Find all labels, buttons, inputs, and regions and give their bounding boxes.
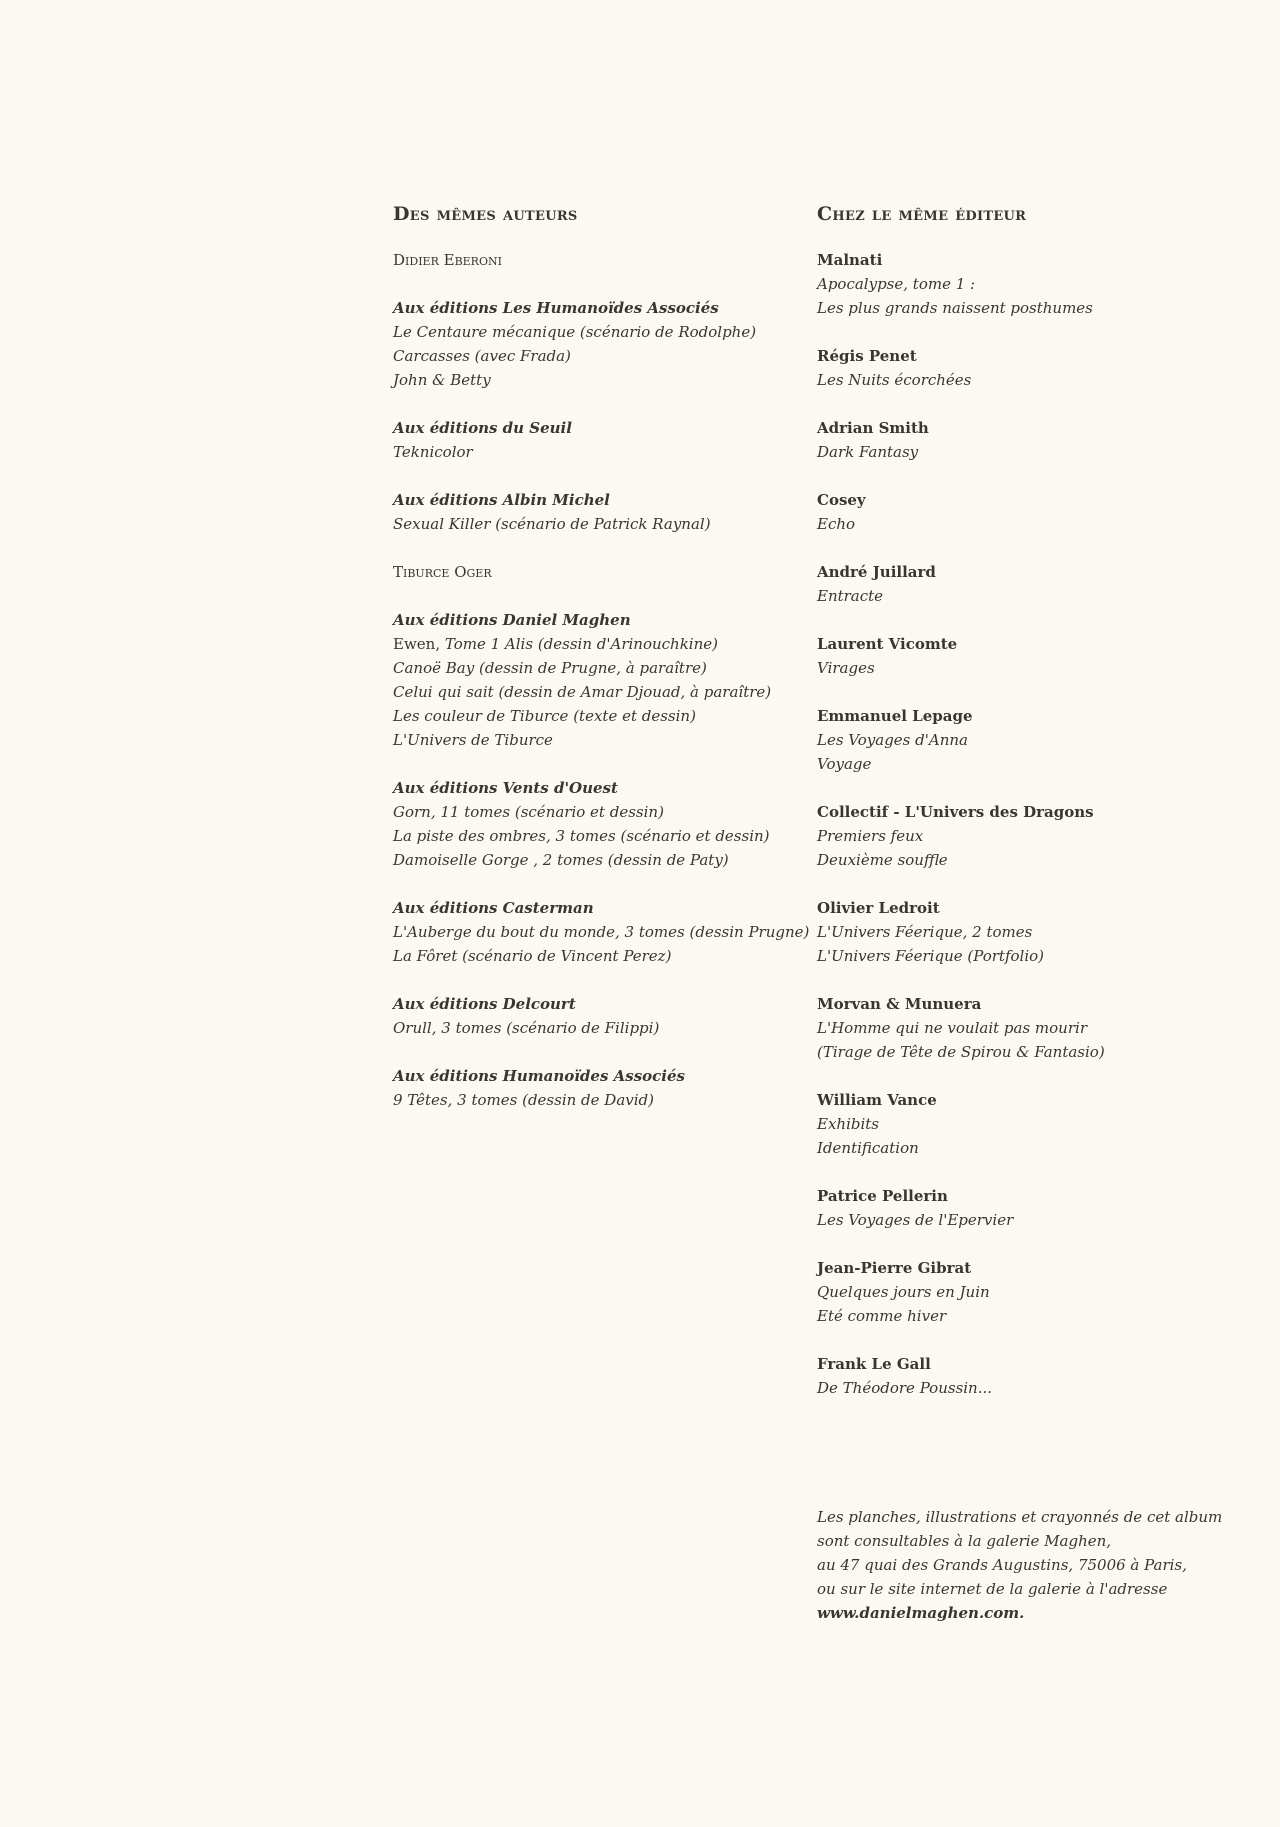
author-name: Didier Eberoni <box>393 251 502 269</box>
catalog-title: Quelques jours en Juin <box>817 1283 990 1301</box>
catalog-entry <box>817 1184 1237 1232</box>
catalog-author: André Juillard <box>817 563 936 581</box>
catalog-author: Collectif - L'Univers des Dragons <box>817 803 1094 821</box>
series-name: Ewen, <box>393 635 445 653</box>
book-title: La piste des ombres, 3 tomes (scénario et dessin) <box>393 827 770 845</box>
catalog-title: Exhibits <box>817 1115 879 1133</box>
gallery-note <box>817 1505 1237 1625</box>
publisher-label: Aux éditions Daniel Maghen <box>393 611 631 629</box>
catalog-title: Premiers feux <box>817 827 924 845</box>
catalog-title: L'Univers Féerique (Portfolio) <box>817 947 1045 965</box>
same-publisher-column <box>817 200 1237 1424</box>
author-name: Tiburce Oger <box>393 563 492 581</box>
catalog-author: Patrice Pellerin <box>817 1187 948 1205</box>
catalog-author: Cosey <box>817 491 866 509</box>
catalog-title: Entracte <box>817 587 884 605</box>
publisher-label: Aux éditions Albin Michel <box>393 491 610 509</box>
catalog-title: Eté comme hiver <box>817 1307 947 1325</box>
catalog-author: Emmanuel Lepage <box>817 707 973 725</box>
book-title: Le Centaure mécanique (scénario de Rodolphe) <box>393 323 757 341</box>
catalog-title: Apocalypse, tome 1 : <box>817 275 976 293</box>
book-title: Orull, 3 tomes (scénario de Filippi) <box>393 1019 660 1037</box>
catalog-title: Echo <box>817 515 856 533</box>
book-title: 9 Têtes, 3 tomes (dessin de David) <box>393 1091 654 1109</box>
note-line: ou sur le site internet de la galerie à l'adresse <box>817 1580 1168 1598</box>
catalog-author: Régis Penet <box>817 347 917 365</box>
catalog-title: L'Univers Féerique, 2 tomes <box>817 923 1033 941</box>
catalog-entry <box>817 1352 1237 1400</box>
catalog-entry <box>817 992 1237 1064</box>
book-title: Carcasses (avec Frada) <box>393 347 571 365</box>
catalog-title: (Tirage de Tête de Spirou & Fantasio) <box>817 1043 1105 1061</box>
publisher-label: Aux éditions Casterman <box>393 899 594 917</box>
catalog-title: Les Nuits écorchées <box>817 371 972 389</box>
book-title: L'Univers de Tiburce <box>393 731 553 749</box>
book-title-text: Tome 1 Alis (dessin d'Arinouchkine) <box>444 635 718 653</box>
catalog-author: Malnati <box>817 251 883 269</box>
catalog-title: Les Voyages d'Anna <box>817 731 968 749</box>
book-title: L'Auberge du bout du monde, 3 tomes (dessin Prugne) <box>393 923 810 941</box>
note-line: au 47 quai des Grands Augustins, 75006 à Paris, <box>817 1556 1187 1574</box>
publisher-label: Aux éditions Les Humanoïdes Associés <box>393 299 719 317</box>
catalog-entry <box>817 488 1237 536</box>
book-title: Gorn, 11 tomes (scénario et dessin) <box>393 803 664 821</box>
catalog-entry <box>817 704 1237 776</box>
catalog-author: Adrian Smith <box>817 419 929 437</box>
catalog-entry <box>817 1256 1237 1328</box>
catalog-author: William Vance <box>817 1091 937 1109</box>
publisher-catalog-list <box>817 248 1237 1400</box>
catalog-author: Frank Le Gall <box>817 1355 931 1373</box>
book-title: Teknicolor <box>393 443 473 461</box>
publisher-label: Aux éditions du Seuil <box>393 419 572 437</box>
catalog-entry <box>817 560 1237 608</box>
book-title: Sexual Killer (scénario de Patrick Raynal) <box>393 515 711 533</box>
catalog-entry <box>817 800 1237 872</box>
publisher-label: Aux éditions Vents d'Ouest <box>393 779 618 797</box>
note-line: sont consultables à la galerie Maghen, <box>817 1532 1112 1550</box>
book-title <box>393 632 793 656</box>
catalog-title: Deuxième souffle <box>817 851 948 869</box>
book-title: Canoë Bay (dessin de Prugne, à paraître) <box>393 659 707 677</box>
same-authors-heading: Des mêmes auteurs <box>393 203 578 225</box>
publisher-label: Aux éditions Delcourt <box>393 995 576 1013</box>
publisher-label: Aux éditions Humanoïdes Associés <box>393 1067 685 1085</box>
catalog-title: Virages <box>817 659 875 677</box>
catalog-entry <box>817 896 1237 968</box>
catalog-title: Voyage <box>817 755 872 773</box>
gallery-website: www.danielmaghen.com. <box>817 1604 1025 1622</box>
catalog-title: Identification <box>817 1139 919 1157</box>
catalog-title: L'Homme qui ne voulait pas mourir <box>817 1019 1087 1037</box>
catalog-author: Jean-Pierre Gibrat <box>817 1259 972 1277</box>
catalog-title: Les plus grands naissent posthumes <box>817 299 1093 317</box>
catalog-entry <box>817 632 1237 680</box>
catalog-entry <box>817 1088 1237 1160</box>
catalog-title: Les Voyages de l'Epervier <box>817 1211 1014 1229</box>
catalog-author: Laurent Vicomte <box>817 635 958 653</box>
book-title: John & Betty <box>393 371 491 389</box>
catalog-entry <box>817 344 1237 392</box>
book-title: Les couleur de Tiburce (texte et dessin) <box>393 707 696 725</box>
catalog-title: De Théodore Poussin... <box>817 1379 993 1397</box>
same-publisher-heading: Chez le même éditeur <box>817 203 1027 225</box>
catalog-title: Dark Fantasy <box>817 443 919 461</box>
book-title: Damoiselle Gorge , 2 tomes (dessin de Paty) <box>393 851 729 869</box>
book-title: La Fôret (scénario de Vincent Perez) <box>393 947 672 965</box>
catalog-author: Morvan & Munuera <box>817 995 982 1013</box>
note-line: Les planches, illustrations et crayonnés de cet album <box>817 1508 1223 1526</box>
catalog-entry <box>817 248 1237 320</box>
same-authors-column <box>393 200 810 1112</box>
book-title: Celui qui sait (dessin de Amar Djouad, à paraître) <box>393 683 772 701</box>
catalog-entry <box>817 416 1237 464</box>
catalog-author: Olivier Ledroit <box>817 899 940 917</box>
